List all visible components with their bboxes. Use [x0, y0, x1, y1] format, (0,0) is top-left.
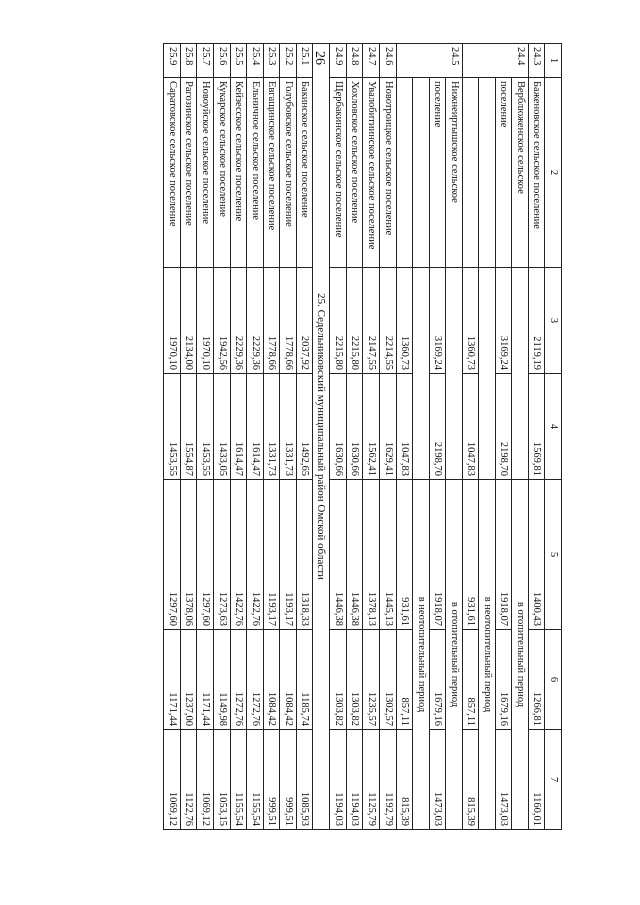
period-label-heating: в отопительный период [446, 480, 463, 830]
tariff-value-c6: 1266,81 [528, 630, 545, 730]
settlement-name: Евгащинское сельское поселение [263, 78, 280, 268]
tariff-value-c4: 1331,73 [263, 374, 280, 480]
table-row [363, 44, 380, 830]
tariff-value-c7: 1085,93 [296, 730, 313, 830]
nonheating-value-c5: 931,61 [462, 480, 479, 630]
tariff-value-c5: 1297,60 [164, 480, 181, 630]
tariff-value-c6: 1171,44 [197, 630, 214, 730]
column-number: 7 [545, 730, 562, 830]
tariff-value-c4: 1554,87 [180, 374, 197, 480]
tariff-value-c3: 2119,19 [528, 268, 545, 374]
table-row [495, 44, 512, 830]
tariff-value-c6: 1237,00 [180, 630, 197, 730]
tariff-value-c7: 1053,15 [213, 730, 230, 830]
tariff-value-c3: 1970,10 [197, 268, 214, 374]
tariff-value-c4: 1629,41 [379, 374, 396, 480]
row-number: 25.5 [230, 44, 247, 78]
settlement-name: Баженовское сельское поселение [528, 78, 545, 268]
row-number: 24.8 [346, 44, 363, 78]
tariff-value-c5: 1273,63 [213, 480, 230, 630]
column-number: 2 [545, 78, 562, 268]
settlement-name: Голубовское сельское поселение [280, 78, 297, 268]
tariff-value-c3: 2147,55 [363, 268, 380, 374]
settlement-name: Бакинское сельское поселение [296, 78, 313, 268]
table-row [164, 44, 181, 830]
tariff-value-c7: 1192,79 [379, 730, 396, 830]
nonheating-value-c7: 815,39 [462, 730, 479, 830]
settlement-name: Кукарское сельское поселение [213, 78, 230, 268]
nonheating-value-c6: 857,11 [462, 630, 479, 730]
tariff-value-c5: 1422,76 [230, 480, 247, 630]
heating-value-c3: 3169,24 [429, 268, 446, 374]
tariff-value-c4: 1433,05 [213, 374, 230, 480]
nonheating-value-c4: 1047,83 [462, 374, 479, 480]
tariff-value-c3: 1778,66 [280, 268, 297, 374]
row-number: 25.2 [280, 44, 297, 78]
settlement-name: Хохловское сельское поселение [346, 78, 363, 268]
column-number: 6 [545, 630, 562, 730]
heating-value-c5: 1918,07 [429, 480, 446, 630]
tariff-table [163, 43, 562, 830]
tariff-value-c6: 1303,82 [346, 630, 363, 730]
tariff-value-c3: 1778,66 [263, 268, 280, 374]
tariff-value-c5: 1446,38 [330, 480, 347, 630]
tariff-value-c6: 1272,76 [247, 630, 264, 730]
settlement-name: Верблюженское сельское [512, 78, 529, 268]
blank-cell [462, 78, 479, 268]
table-row [197, 44, 214, 830]
rotated-table-frame [44, 43, 562, 829]
row-number: 24.4 [462, 44, 528, 78]
tariff-value-c5: 1318,33 [296, 480, 313, 630]
tariff-value-c3: 2037,92 [296, 268, 313, 374]
nonheating-value-c3: 1360,73 [396, 268, 413, 374]
blank-cell [413, 78, 430, 268]
settlement-name: Новотроицкое сельское поселение [379, 78, 396, 268]
table-row [413, 44, 430, 830]
tariff-value-c3: 2214,55 [379, 268, 396, 374]
tariff-value-c4: 1630,66 [346, 374, 363, 480]
settlement-name: Нижнеиртышское сельское [446, 78, 463, 268]
tariff-value-c7: 1069,12 [164, 730, 181, 830]
period-label-nonheating: в неотопительный период [413, 480, 430, 830]
row-number: 25.7 [197, 44, 214, 78]
row-number: 24.5 [396, 44, 462, 78]
tariff-value-c3: 1970,10 [164, 268, 181, 374]
tariff-value-c7: 1194,03 [346, 730, 363, 830]
table-row [296, 44, 313, 830]
table-row [346, 44, 363, 830]
blank-cell [413, 268, 430, 480]
settlement-name-cont: поселение [429, 78, 446, 268]
settlement-name: Щербакинское сельское поселение [330, 78, 347, 268]
tariff-value-c3: 2134,00 [180, 268, 197, 374]
heating-value-c7: 1473,03 [429, 730, 446, 830]
tariff-value-c4: 1614,47 [230, 374, 247, 480]
tariff-value-c7: 999,51 [280, 730, 297, 830]
tariff-value-c6: 1235,57 [363, 630, 380, 730]
nonheating-value-c7: 815,39 [396, 730, 413, 830]
tariff-value-c6: 1084,42 [280, 630, 297, 730]
tariff-value-c4: 1453,55 [164, 374, 181, 480]
section-title: 25. Седельниковский муниципальный район Омской области [313, 44, 330, 830]
period-label-nonheating: в неотопительный период [479, 480, 496, 830]
table-row [429, 44, 446, 830]
nonheating-value-c5: 931,61 [396, 480, 413, 630]
settlement-name: Увалобитиинское сельское поселение [363, 78, 380, 268]
column-number: 3 [545, 268, 562, 374]
row-number: 24.7 [363, 44, 380, 78]
tariff-value-c7: 1069,12 [197, 730, 214, 830]
tariff-value-c6: 1171,44 [164, 630, 181, 730]
tariff-table-sheet [44, 43, 562, 829]
table-row [230, 44, 247, 830]
heating-value-c4: 2198,70 [495, 374, 512, 480]
tariff-value-c7: 1194,03 [330, 730, 347, 830]
tariff-value-c6: 1303,82 [330, 630, 347, 730]
period-label-heating: в отопительный период [512, 480, 529, 830]
blank-cell [446, 268, 463, 480]
tariff-value-c6: 1185,74 [296, 630, 313, 730]
tariff-value-c5: 1445,13 [379, 480, 396, 630]
tariff-value-c5: 1297,60 [197, 480, 214, 630]
tariff-value-c7: 999,51 [263, 730, 280, 830]
tariff-value-c4: 1562,41 [363, 374, 380, 480]
blank-cell [396, 78, 413, 268]
tariff-value-c3: 1942,56 [213, 268, 230, 374]
tariff-value-c3: 2229,36 [247, 268, 264, 374]
table-row [446, 44, 463, 830]
tariff-value-c5: 1378,06 [180, 480, 197, 630]
row-number: 25.1 [296, 44, 313, 78]
tariff-value-c3: 2215,80 [330, 268, 347, 374]
tariff-value-c4: 1453,55 [197, 374, 214, 480]
heating-value-c5: 1918,07 [495, 480, 512, 630]
tariff-value-c4: 1569,81 [528, 374, 545, 480]
tariff-value-c5: 1446,38 [346, 480, 363, 630]
tariff-value-c5: 1193,17 [280, 480, 297, 630]
tariff-value-c4: 1331,73 [280, 374, 297, 480]
settlement-name: Саратовское сельское поселение [164, 78, 181, 268]
tariff-value-c5: 1422,76 [247, 480, 264, 630]
settlement-name: Кейзесское сельское поселение [230, 78, 247, 268]
table-row [180, 44, 197, 830]
tariff-value-c5: 1193,17 [263, 480, 280, 630]
tariff-value-c5: 1400,43 [528, 480, 545, 630]
table-row [479, 44, 496, 830]
settlement-name: Ельничное сельское поселение [247, 78, 264, 268]
row-number: 24.6 [379, 44, 396, 78]
row-number: 25.8 [180, 44, 197, 78]
table-row [379, 44, 396, 830]
tariff-value-c3: 2215,80 [346, 268, 363, 374]
nonheating-value-c3: 1360,73 [462, 268, 479, 374]
tariff-value-c7: 1122,76 [180, 730, 197, 830]
tariff-value-c5: 1378,13 [363, 480, 380, 630]
nonheating-value-c6: 857,11 [396, 630, 413, 730]
heating-value-c6: 1679,16 [429, 630, 446, 730]
tariff-value-c4: 1630,66 [330, 374, 347, 480]
tariff-value-c7: 1125,79 [363, 730, 380, 830]
settlement-name: Рагозинское сельское поселение [180, 78, 197, 268]
heating-value-c4: 2198,70 [429, 374, 446, 480]
heating-value-c7: 1473,03 [495, 730, 512, 830]
table-row [462, 44, 479, 830]
table-row [263, 44, 280, 830]
table-body [164, 44, 562, 830]
tariff-value-c6: 1302,57 [379, 630, 396, 730]
page-number: 26 [312, 51, 327, 65]
table-header-row [545, 44, 562, 830]
tariff-value-c6: 1272,76 [230, 630, 247, 730]
table-row [512, 44, 529, 830]
column-number: 1 [545, 44, 562, 78]
tariff-value-c4: 1614,47 [247, 374, 264, 480]
row-number: 25.4 [247, 44, 264, 78]
table-row [280, 44, 297, 830]
blank-cell [512, 268, 529, 480]
tariff-value-c6: 1084,42 [263, 630, 280, 730]
row-number: 24.9 [330, 44, 347, 78]
settlement-name-cont: поселение [495, 78, 512, 268]
nonheating-value-c4: 1047,83 [396, 374, 413, 480]
row-number: 25.9 [164, 44, 181, 78]
heating-value-c6: 1679,16 [495, 630, 512, 730]
row-number: 24.3 [528, 44, 545, 78]
row-number: 25.3 [263, 44, 280, 78]
row-number: 25.6 [213, 44, 230, 78]
tariff-value-c6: 1149,98 [213, 630, 230, 730]
tariff-value-c7: 1155,54 [247, 730, 264, 830]
blank-cell [479, 268, 496, 480]
tariff-value-c3: 2229,36 [230, 268, 247, 374]
table-row [396, 44, 413, 830]
table-row [213, 44, 230, 830]
heating-value-c3: 3169,24 [495, 268, 512, 374]
column-number: 5 [545, 480, 562, 630]
tariff-value-c7: 1160,01 [528, 730, 545, 830]
tariff-value-c4: 1492,65 [296, 374, 313, 480]
section-row [313, 44, 330, 830]
table-row [528, 44, 545, 830]
table-row [330, 44, 347, 830]
column-number: 4 [545, 374, 562, 480]
table-row [247, 44, 264, 830]
settlement-name: Новоуйское сельское поселение [197, 78, 214, 268]
tariff-value-c7: 1155,54 [230, 730, 247, 830]
blank-cell [479, 78, 496, 268]
